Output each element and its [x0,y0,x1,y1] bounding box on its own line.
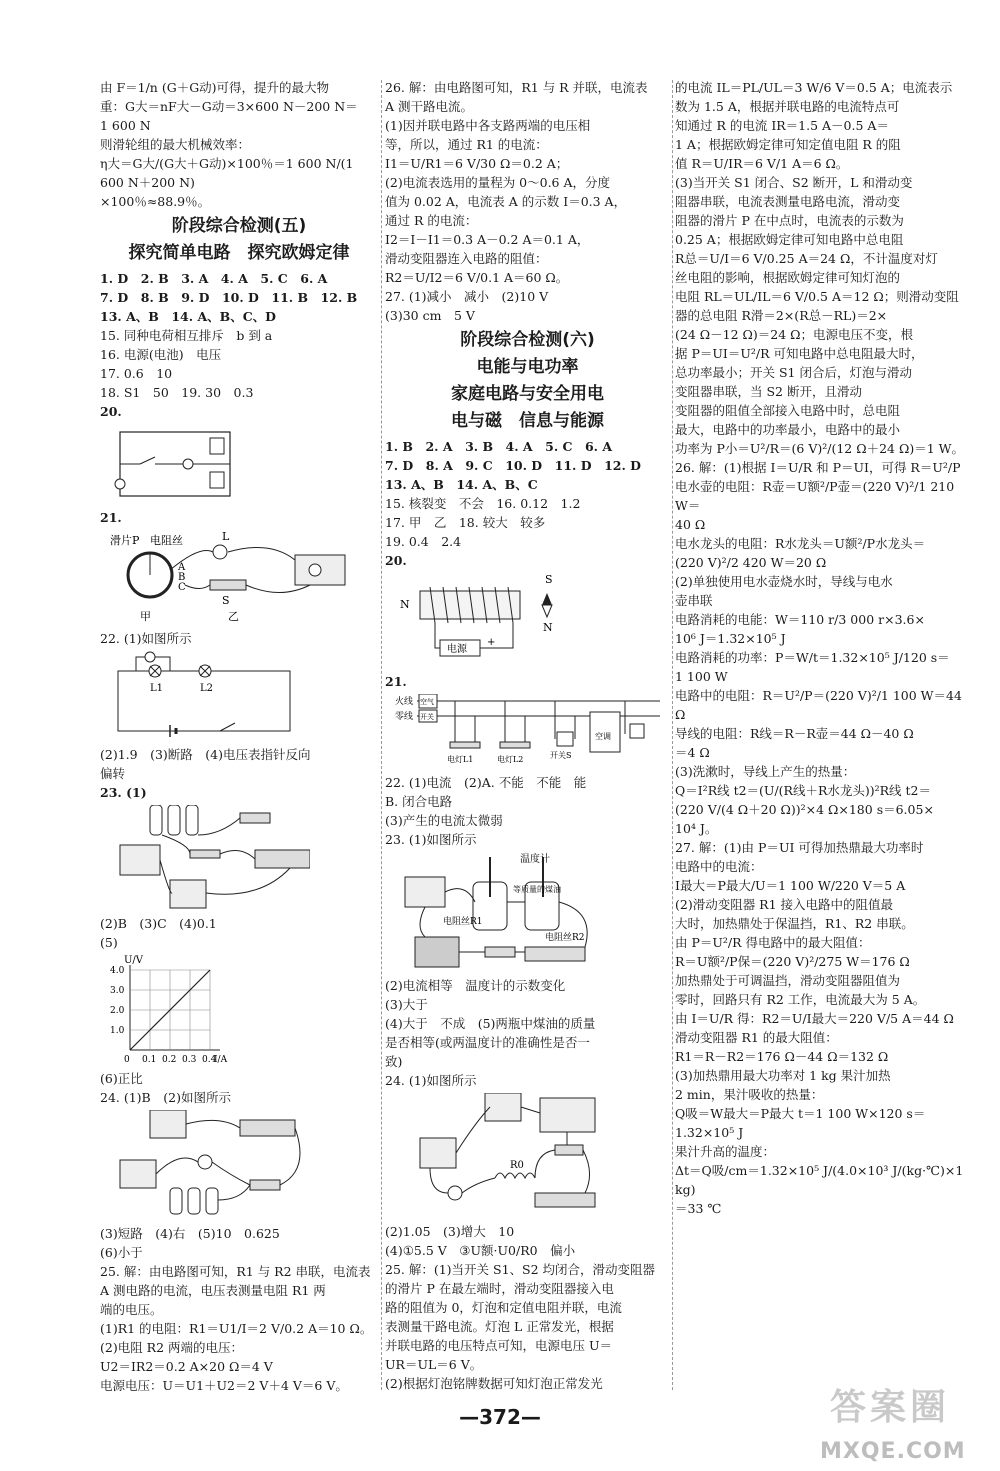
svg-text:N: N [400,598,410,611]
column-right [675,78,968,1218]
text-line: 22. (1)如图所示 [100,631,192,646]
text-line: 电路中的电阻：R＝U²/P＝(220 V)²/1 100 W＝44 Ω [675,688,966,722]
text-line: 22. (1)电流 (2)A. 不能 不能 能 [385,775,587,790]
text-line: 阻器的滑片 P 在中点时，电流表的示数为 [675,213,904,228]
figure-circuit-20 [110,424,240,504]
svg-text:S: S [545,573,553,586]
text-line: 1 100 W [675,669,728,684]
text-line: (220 V/(4 Ω＋20 Ω))²×4 Ω×180 s＝6.05× [675,802,934,817]
text-line: U2＝IR2＝0.2 A×20 Ω＝4 V [100,1359,273,1374]
text-line: (3)洗漱时，导线上产生的热量： [675,764,856,779]
column-middle [385,78,670,1393]
text-line: 1.32×10⁵ J [675,1125,744,1140]
text-line: 等，所以，通过 R1 的电流： [385,137,548,152]
watermark-logo: 答案圈 [830,1387,951,1428]
svg-text:开关: 开关 [420,713,434,721]
svg-text:N: N [543,621,553,634]
svg-text:L1: L1 [150,683,164,694]
text-line: 1. B 2. A 3. B 4. A 5. C 6. A [385,439,613,454]
text-line: 13. A、B 14. A、B、C [385,477,538,492]
svg-text:U/V: U/V [124,955,144,966]
svg-text:S: S [555,595,562,606]
svg-text:温度计: 温度计 [520,854,550,865]
text-line: 阻器串联，电流表测量电路电流，滑动变 [675,194,901,209]
text-line: 23. (1) [100,785,147,800]
text-line: 由 P＝U²/R 得电路中的最大阻值： [675,935,871,950]
figure [110,955,378,1065]
svg-text:零线: 零线 [395,712,414,722]
section-heading: 阶段综合检测(五) [171,216,307,236]
text-line: (4)①5.5 V ③U额·U0/R0 偏小 [385,1243,576,1258]
svg-text:电阻丝: 电阻丝 [150,534,183,547]
text-line: 16. 电源(电池) 电压 [100,347,222,362]
text-line: 通过 R 的电流： [385,213,478,228]
text-line: (1)R1 的电阻：R1＝U1/I＝2 V/0.2 A＝10 Ω。 [100,1321,373,1336]
text-line: 丝电阻的影响，根据欧姆定律可知灯泡的 [675,270,901,285]
svg-text:电阻丝R2: 电阻丝R2 [545,933,585,943]
svg-text:等质量的煤油: 等质量的煤油 [513,885,561,894]
section-heading: 探究简单电路 探究欧姆定律 [128,243,350,263]
figure-home-circuit-21 [395,694,665,769]
figure-graph-23-ui [110,955,230,1065]
page-number: —372— [459,1405,541,1429]
text-line: 滑动变阻器连入电路的阻值： [385,251,548,266]
text-line: Δt＝Q吸/cm＝1.32×10⁵ J/(4.0×10³ J/(kg·℃)×1 kg) [675,1163,968,1197]
text-line: R总＝U/I＝6 V/0.25 A＝24 Ω，不计温度对灯 [675,251,938,266]
text-line: (2)1.9 (3)断路 (4)电压表指针反向 [100,747,311,762]
text-line: 电阻 RL＝UL/IL＝6 V/0.5 A＝12 Ω；则滑动变阻 [675,289,959,304]
figure [110,530,378,625]
text-line: I2＝I－I1＝0.3 A－0.2 A＝0.1 A， [385,232,590,247]
svg-text:电灯L2: 电灯L2 [497,755,524,764]
text-line: (24 Ω－12 Ω)＝24 Ω；电源电压不变，根 [675,327,913,342]
text-line: ＝4 Ω [675,745,710,760]
svg-text:空气: 空气 [420,698,434,706]
text-line: 知通过 R 的电流 IR＝1.5 A－0.5 A＝ [675,118,889,133]
text-line: (2)根据灯泡铭牌数据可知灯泡正常发光 [385,1376,603,1391]
text-line: (5) [100,935,118,950]
text-line: 15. 核裂变 不会 16. 0.12 1.2 [385,496,581,511]
text-line: 17. 0.6 10 [100,366,173,381]
text-line: 滑动变阻器 R1 的最大阻值： [675,1030,838,1045]
text-line: 24. (1)如图所示 [385,1073,477,1088]
text-line: 端的电压。 [100,1302,163,1317]
text-line: B. 闭合电路 [385,794,453,809]
text-line: 1 A；根据欧姆定律可知定值电阻 R 的阻 [675,137,901,152]
figure [395,694,670,769]
svg-text:0: 0 [124,1055,130,1065]
text-line: 1 600 N [100,118,151,133]
text-line: (3)30 cm 5 V [385,308,475,323]
text-line: 偏转 [100,766,126,781]
text-line: 据 P＝UI＝U²/R 可知电路中总电阻最大时， [675,346,924,361]
text-line: (4)大于 不成 (5)两瓶中煤油的质量 [385,1016,596,1031]
text-line: 果汁升高的温度： [675,1144,776,1159]
column-divider [381,80,383,1390]
text-line: 表测量干路电流。灯泡 L 正常发光，根据 [385,1319,614,1334]
text-line: 7. D 8. A 9. C 10. D 11. D 12. D [385,458,642,473]
figure [395,852,670,972]
text-line: 17. 甲 乙 18. 较大 较多 [385,515,546,530]
text-line: (3)大于 [385,997,428,1012]
text-line: (3)加热鼎用最大功率对 1 kg 果汁加热 [675,1068,891,1083]
text-line: 21. [100,510,122,525]
text-line: I最大＝P最大/U＝1 100 W/220 V＝5 A [675,878,906,893]
svg-text:I/A: I/A [214,1055,228,1065]
figure [395,573,670,668]
svg-text:4.0: 4.0 [110,966,125,976]
text-line: 电源电压：U＝U1＋U2＝2 V＋4 V＝6 V。 [100,1378,348,1393]
text-line: (6)正比 [100,1071,143,1086]
text-line: 变阻器串联，当 S2 断开，且滑动 [675,384,862,399]
figure [110,1110,378,1220]
svg-text:R0: R0 [510,1160,524,1171]
text-line: 的滑片 P 在最左端时，滑动变阻器接入电 [385,1281,614,1296]
text-line: 26. 解：(1)根据 I＝U/R 和 P＝UI，可得 R＝U²/P [675,460,961,475]
text-line: 电路中的电流： [675,859,763,874]
svg-text:0.1: 0.1 [142,1055,157,1065]
text-line: (3)当开关 S1 闭合、S2 断开，L 和滑动变 [675,175,913,190]
text-line: Q＝I²R线 t2＝(U/(R线＋R水龙头))²R线 t2＝ [675,783,932,798]
text-line: 则滑轮组的最大机械效率： [100,137,251,152]
svg-text:B: B [178,572,186,583]
watermark-url: MXQE.COM [820,1439,966,1464]
text-line: 壶串联 [675,593,713,608]
text-line: R＝U额²/P保＝(220 V)²/275 W＝176 Ω [675,954,910,969]
figure-circuit-22 [110,651,300,741]
svg-text:0.4: 0.4 [202,1055,217,1065]
text-line: 零时，回路只有 R2 工作，电流最大为 5 A。 [675,992,926,1007]
text-line: 40 Ω [675,517,706,532]
text-line: 20. [100,404,122,419]
figure [110,805,378,910]
text-line: (1)因并联电路中各支路两端的电压相 [385,118,591,133]
text-line: 0.25 A；根据欧姆定律可知电路中总电阻 [675,232,904,247]
text-line: 19. 0.4 2.4 [385,534,462,549]
text-line: 10⁶ J＝1.32×10⁵ J [675,631,786,646]
text-line: I1＝U/R1＝6 V/30 Ω＝0.2 A； [385,156,569,171]
text-line: 27. 解：(1)由 P＝UI 可得加热鼎最大功率时 [675,840,924,855]
svg-text:滑片P: 滑片P [110,534,140,547]
text-line: 数为 1.5 A，根据并联电路的电流特点可 [675,99,900,114]
svg-text:1.0: 1.0 [110,1026,125,1036]
text-line: R1＝R－R2＝176 Ω－44 Ω＝132 Ω [675,1049,889,1064]
text-line: η大＝G大/(G大＋G动)×100％＝1 600 N/(1 600 N＋200 N) [100,156,358,190]
svg-text:A: A [178,562,186,573]
text-line: 路的阻值为 0，灯泡和定值电阻并联，电流 [385,1300,622,1315]
svg-text:开关S: 开关S [550,751,572,760]
text-line: 20. [385,553,407,568]
text-line: 10⁴ J。 [675,821,718,836]
svg-text:L: L [222,530,230,543]
text-line: 由 I＝U/R 得：R2＝U/I最大＝220 V/5 A＝44 Ω [675,1011,954,1026]
text-line: 15. 同种电荷相互排斥 b 到 a [100,328,273,343]
text-line: ×100％≈88.9％。 [100,194,211,209]
text-line: (6)小于 [100,1245,143,1260]
text-line: 电水壶的电阻：R壶＝U额²/P壶＝(220 V)²/1 210 W＝ [675,479,959,513]
text-line: 最大，电路中的功率最小，电路中的最小 [675,422,901,437]
text-line: (3)短路 (4)右 (5)10 0.625 [100,1226,280,1241]
text-line: A 测干路电流。 [385,99,474,114]
svg-text:火线: 火线 [395,697,414,707]
text-line: 致) [385,1054,403,1069]
text-line: Q吸＝W最大＝P最大 t＝1 100 W×120 s＝ [675,1106,926,1121]
text-line: 电水龙头的电阻：R水龙头＝U额²/P水龙头＝ [675,536,926,551]
svg-text:电源: 电源 [447,644,467,655]
svg-text:空调: 空调 [595,732,611,741]
svg-text:+: + [487,637,496,648]
text-line: (220 V)²/2 420 W＝20 Ω [675,555,827,570]
text-line: R2＝U/I2＝6 V/0.1 A＝60 Ω。 [385,270,569,285]
text-line: (2)单独使用电水壶烧水时，导线与电水 [675,574,893,589]
section-heading: 阶段综合检测(六) [460,330,595,350]
text-line: 大时，加热鼎处于保温挡，R1、R2 串联。 [675,916,914,931]
text-line: (2)电流表选用的量程为 0～0.6 A，分度 [385,175,611,190]
text-line: 值 R＝U/IR＝6 V/1 A＝6 Ω。 [675,156,849,171]
column-divider [672,80,674,1390]
svg-text:C: C [178,582,186,593]
text-line: (2)1.05 (3)增大 10 [385,1224,515,1239]
svg-text:0.2: 0.2 [162,1055,177,1065]
text-line: 18. S1 50 19. 30 0.3 [100,385,254,400]
figure-circuit-21 [110,530,355,625]
section-heading: 电能与电功率 [476,357,579,377]
section-heading: 家庭电路与安全用电 [451,384,604,404]
figure-electromagnet-20 [395,573,585,668]
text-line: 值为 0.02 A，电流表 A 的示数 I＝0.3 A， [385,194,627,209]
text-line: 27. (1)减小 减小 (2)10 V [385,289,549,304]
svg-text:L2: L2 [200,683,214,694]
section-heading: 电与磁 信息与能源 [451,411,604,431]
text-line: 功率为 P小＝U²/R＝(6 V)²/(12 Ω＋24 Ω)＝1 W。 [675,441,964,456]
text-line: (2)B (3)C (4)0.1 [100,916,217,931]
figure-circuit-23 [110,805,310,910]
text-line: A 测电路的电流，电压表测量电阻 R1 两 [100,1283,326,1298]
text-line: 由 F＝1/n (G＋G动)可得，提升的最大物 [100,80,330,95]
text-line: 的电流 IL＝PL/UL＝3 W/6 V＝0.5 A；电流表示 [675,80,953,95]
text-line: 加热鼎处于可调温挡，滑动变阻器阻值为 [675,973,901,988]
text-line: 1. D 2. B 3. A 4. A 5. C 6. A [100,271,328,286]
column-left [100,78,378,1395]
text-line: 重：G大＝nF大－G动＝3×600 N－200 N＝ [100,99,358,114]
svg-text:3.0: 3.0 [110,986,125,996]
svg-text:0.3: 0.3 [182,1055,197,1065]
figure [395,1093,670,1218]
text-line: UR＝UL＝6 V。 [385,1357,483,1372]
text-line: 并联电路的电压特点可知，电源电压 U＝ [385,1338,613,1353]
svg-text:电灯L1: 电灯L1 [447,755,474,764]
text-line: 导线的电阻：R线＝R－R壶＝44 Ω－40 Ω [675,726,914,741]
text-line: 13. A、B 14. A、B、C、D [100,309,277,324]
text-line: (2)电流相等 温度计的示数变化 [385,978,566,993]
text-line: 电路消耗的功率：P＝W/t＝1.32×10⁵ J/120 s＝ [675,650,950,665]
text-line: ＝33 ℃ [675,1201,722,1216]
text-line: 25. 解：由电路图可知，R1 与 R2 串联，电流表 [100,1264,371,1279]
text-line: 是否相等(或两温度计的准确性是否一 [385,1035,590,1050]
text-line: 变阻器的阻值全部接入电路中时，总电阻 [675,403,901,418]
text-line: 总功率最小；开关 S1 闭合后，灯泡与滑动 [675,365,912,380]
text-line: (3)产生的电流太微弱 [385,813,503,828]
text-line: 器的总电阻 R滑＝2×(R总－RL)＝2× [675,308,888,323]
svg-text:甲: 甲 [140,610,151,623]
svg-text:2.0: 2.0 [110,1006,125,1016]
text-line: 7. D 8. B 9. D 10. D 11. B 12. B [100,290,358,305]
text-line: 24. (1)B (2)如图所示 [100,1090,231,1105]
text-line: 21. [385,674,407,689]
text-line: (2)滑动变阻器 R1 接入电路中的阻值最 [675,897,894,912]
svg-text:乙: 乙 [228,610,239,623]
svg-text:电阻丝R1: 电阻丝R1 [443,917,483,927]
text-line: (2)电阻 R2 两端的电压： [100,1340,244,1355]
figure-circuit-24 [110,1110,310,1220]
figure-heating-23 [395,852,605,972]
text-line: 电路消耗的电能：W＝110 r/3 000 r×3.6× [675,612,925,627]
figure [110,424,378,504]
text-line: 2 min，果汁吸收的热量： [675,1087,824,1102]
figure [110,651,378,741]
text-line: 25. 解：(1)当开关 S1、S2 均闭合，滑动变阻器 [385,1262,656,1277]
svg-text:S: S [222,594,230,607]
text-line: 23. (1)如图所示 [385,832,477,847]
text-line: 26. 解：由电路图可知，R1 与 R 并联，电流表 [385,80,648,95]
figure-circuit-24b [395,1093,605,1218]
